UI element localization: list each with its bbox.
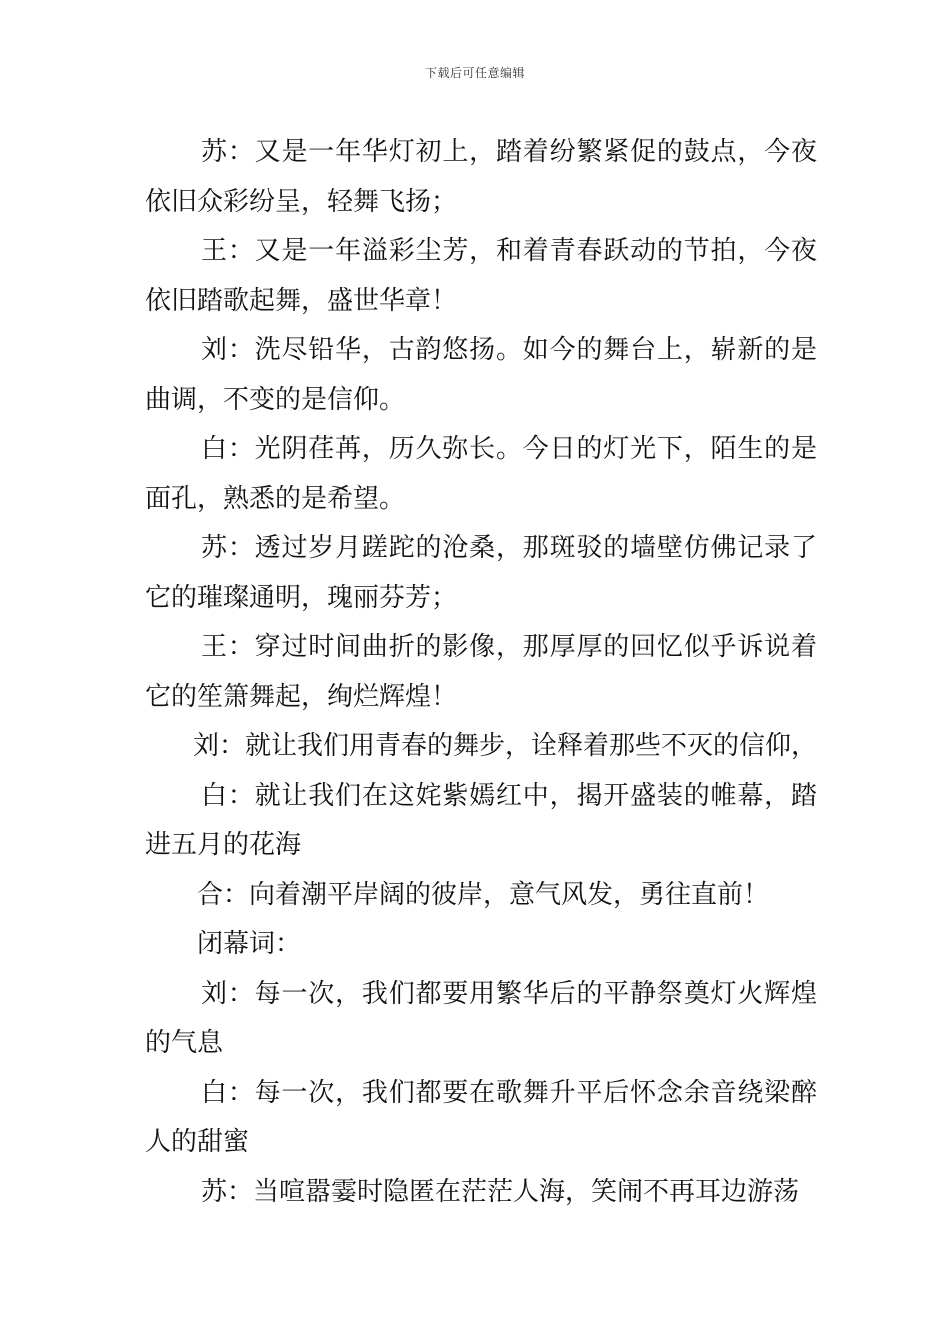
paragraph: 白：就让我们在这姹紫嫣红中，揭开盛装的帷幕，踏进五月的花海: [145, 780, 817, 860]
paragraph: 刘：洗尽铅华，古韵悠扬。如今的舞台上，崭新的是曲调，不变的是信仰。: [145, 335, 817, 415]
document-body: [145, 128, 817, 1217]
paragraph: 刘：就让我们用青春的舞步，诠释着那些不灭的信仰，: [193, 731, 818, 761]
paragraph: 苏：透过岁月蹉跎的沧桑，那斑驳的墙壁仿佛记录了它的璀璨通明，瑰丽芬芳；: [145, 533, 817, 613]
paragraph: 白：每一次，我们都要在歌舞升平后怀念余音绕梁醉人的甜蜜: [145, 1077, 817, 1157]
paragraph: 苏：又是一年华灯初上，踏着纷繁紧促的鼓点，今夜依旧众彩纷呈，轻舞飞扬；: [145, 137, 817, 217]
section-heading: 闭幕词：: [197, 929, 302, 959]
paragraph: 苏：当喧嚣霎时隐匿在茫茫人海，笑闹不再耳边游荡: [201, 1176, 800, 1207]
page-header: 下载后可任意编辑: [424, 66, 525, 80]
paragraph: 王：又是一年溢彩尘芳，和着青春跃动的节拍，今夜依旧踏歌起舞，盛世华章！: [145, 236, 817, 316]
paragraph: 白：光阴荏苒，历久弥长。今日的灯光下，陌生的是面孔，熟悉的是希望。: [145, 434, 817, 514]
paragraph: 合：向着潮平岸阔的彼岸，意气风发，勇往直前！: [197, 879, 770, 910]
paragraph: 王：穿过时间曲折的影像，那厚厚的回忆似乎诉说着它的笙箫舞起，绚烂辉煌！: [145, 632, 817, 712]
paragraph: 刘：每一次，我们都要用繁华后的平静祭奠灯火辉煌的气息: [145, 978, 817, 1058]
